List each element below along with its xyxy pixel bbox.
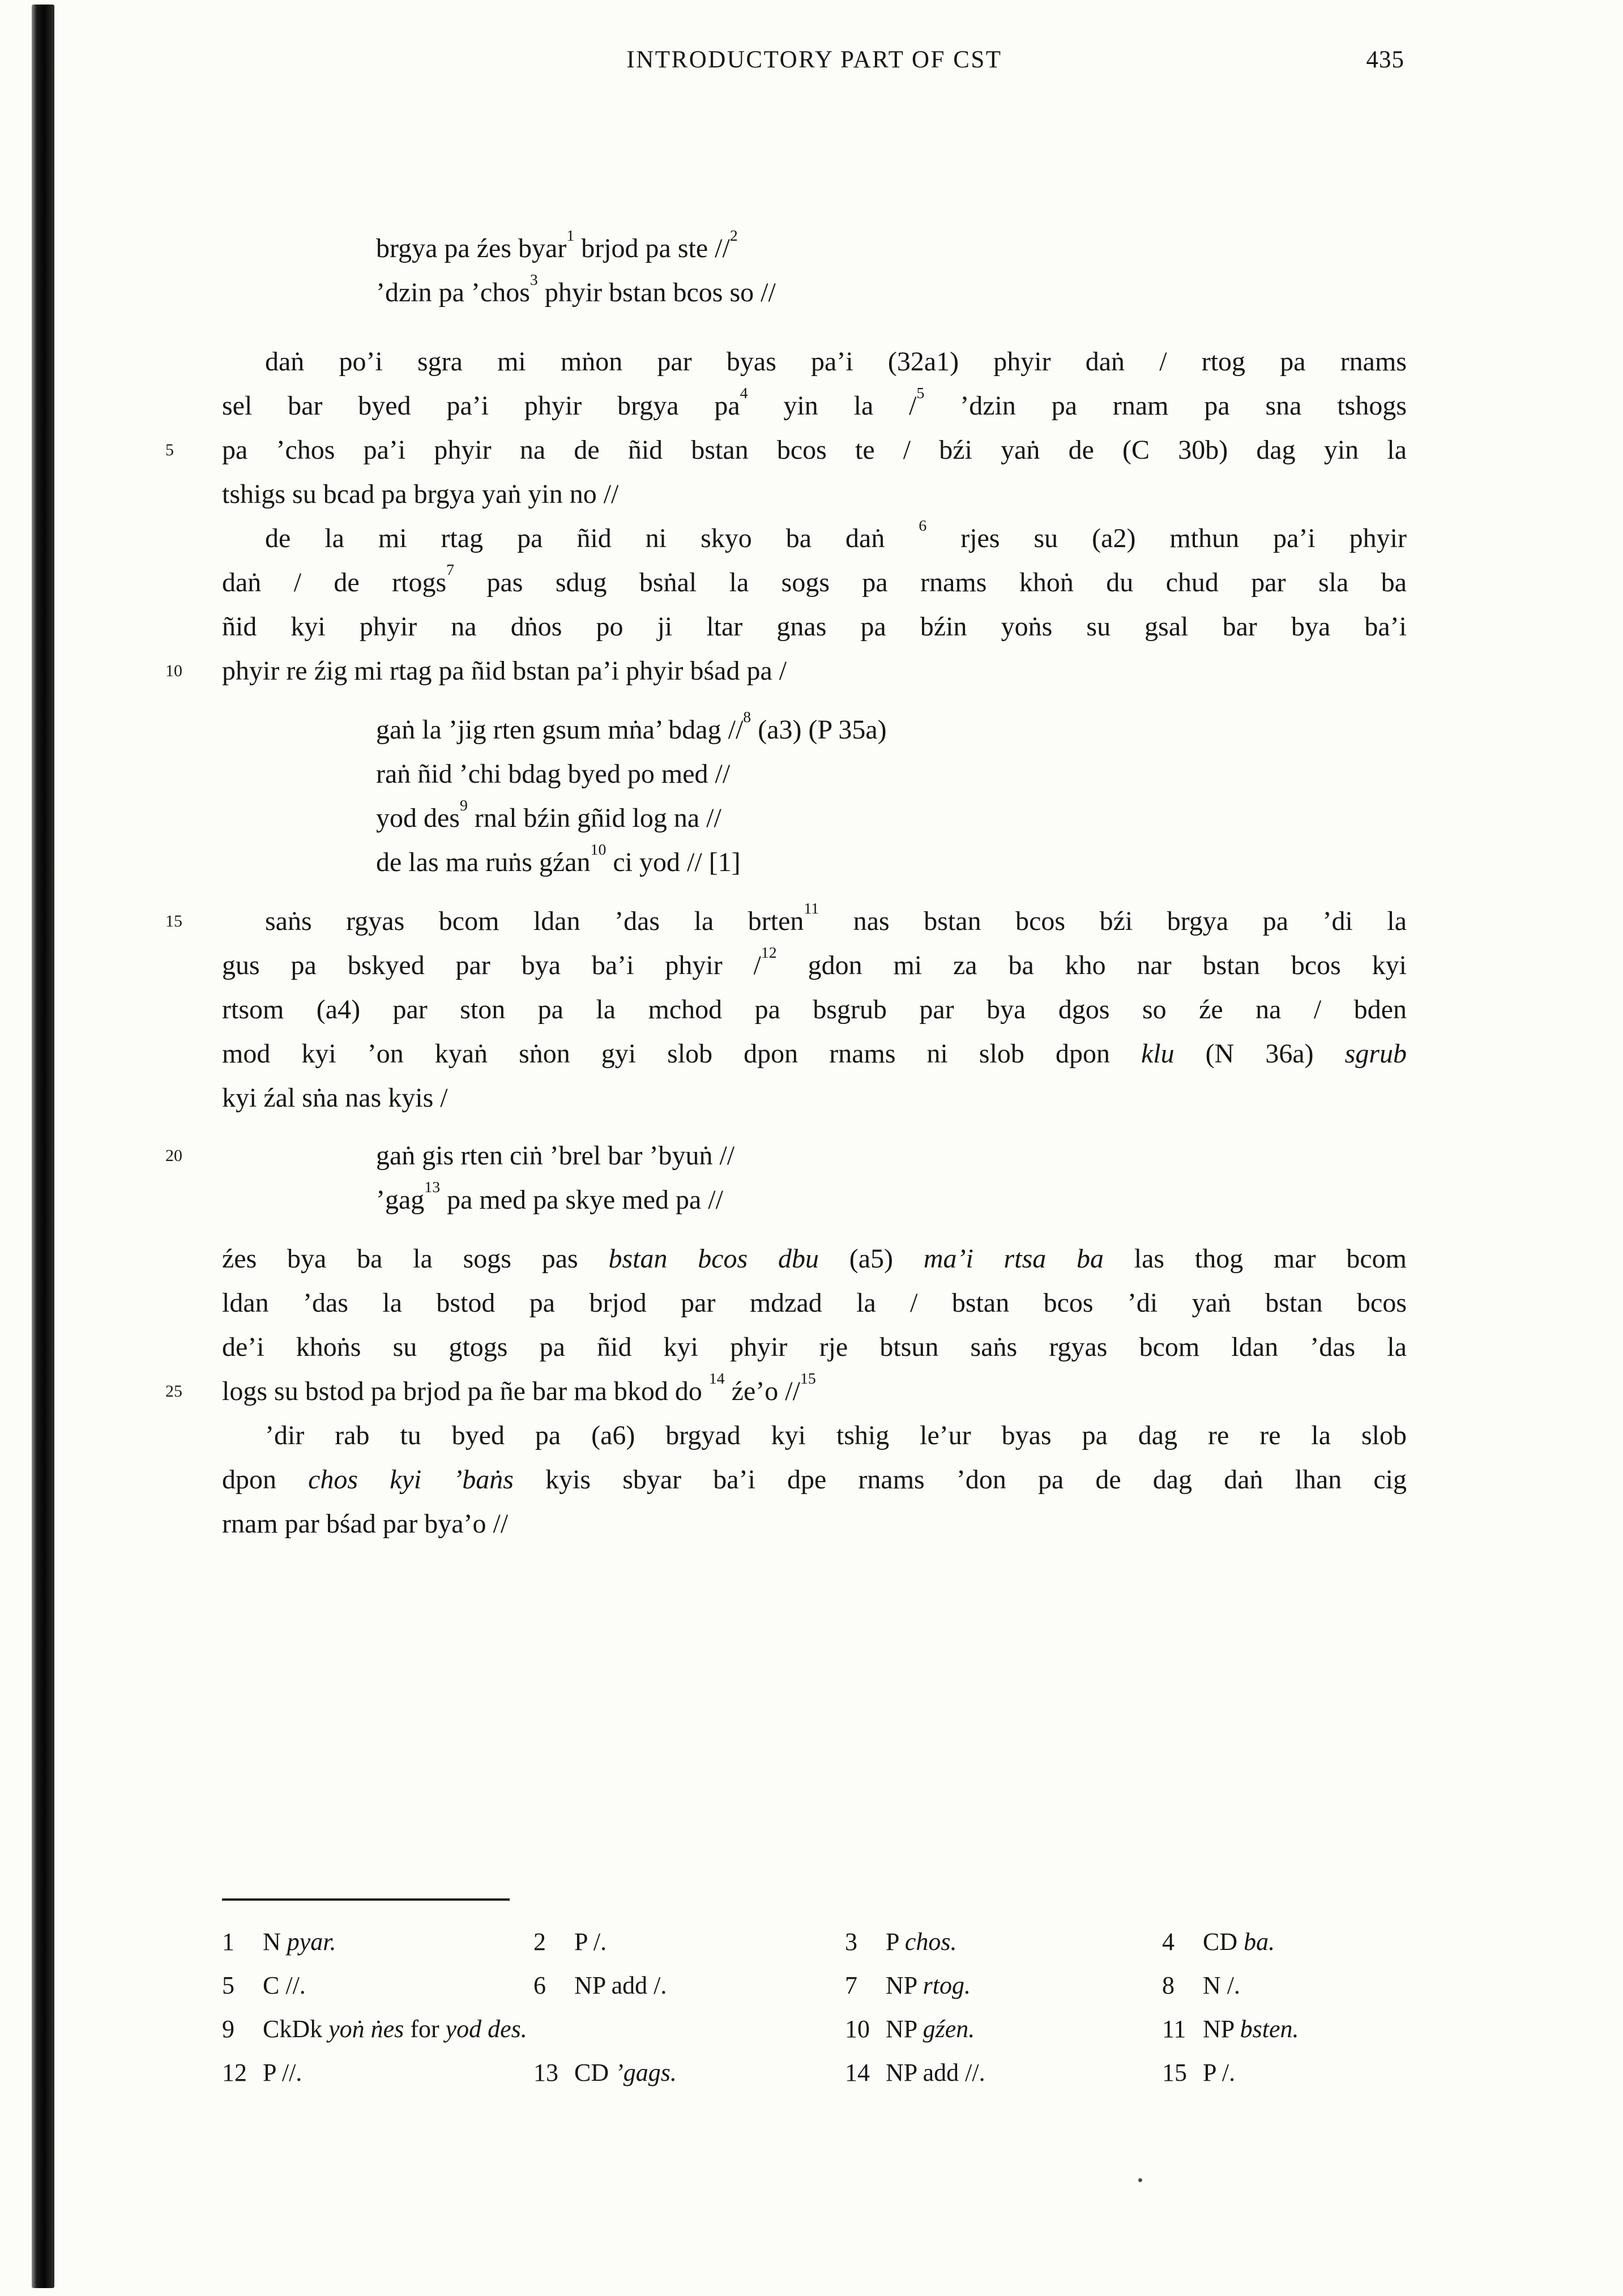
scan-speck [1138, 2178, 1142, 2182]
text-line: mod kyi ’on kyaṅ sṅon gyi slob dpon rnams ni slob dpon klu (N 36a) sgrub [222, 1039, 1407, 1069]
footnote-number: 8 [1162, 1971, 1174, 1999]
paragraph-2 [222, 517, 1407, 693]
footnote-11 [1162, 2007, 1407, 2051]
text-line: dpon chos kyi ’baṅs kyis sbyar ba’i dpe rnams ’don pa de dag daṅ lhan cig [222, 1465, 1407, 1495]
footnote-text: CD ba. [1203, 1928, 1275, 1956]
verse-line: ’gag$^{13}$ pa med pa skye med pa // [376, 1179, 723, 1215]
text-line: de la mi rtag pa ñid ni skyo ba daṅ $^6$ rjes su (a2) mthun pa’i phyir [265, 517, 1407, 553]
footnote-text: NP bsten. [1203, 2015, 1299, 2043]
text-line: rtsom (a4) par ston pa la mchod pa bsgrub par bya dgos so źe na / bden [222, 995, 1407, 1025]
footnote-10 [845, 2007, 1162, 2051]
footnote-text: NP rtog. [886, 1971, 971, 1999]
paragraph-1 [222, 340, 1407, 517]
verse-line: de las ma ruṅs gźan$^{10}$ ci yod // [1] [376, 841, 741, 877]
footnote-5 [222, 1964, 533, 2007]
running-header [222, 43, 1407, 78]
footnote-1 [222, 1920, 533, 1964]
footnote-number: 11 [1162, 2015, 1186, 2043]
text-line: tshigs su bcad pa brgya yaṅ yin no // [222, 479, 619, 509]
footnote-text: C //. [263, 1971, 306, 1999]
footnote-3 [845, 1920, 1162, 1964]
footnote-text: N pyar. [263, 1928, 336, 1956]
page-header-title: INTRODUCTORY PART OF CST [626, 46, 1002, 73]
margin-line-number-10: 10 [165, 662, 182, 680]
footnote-9 [222, 2007, 845, 2051]
footnote-number: 6 [533, 1971, 546, 1999]
text-line: pa ’chos pa’i phyir na de ñid bstan bcos te / bźi yaṅ de (C 30b) dag yin la [222, 435, 1407, 465]
footnote-2 [533, 1920, 845, 1964]
footnote-14 [845, 2051, 1162, 2094]
verse-line: raṅ ñid ’chi bdag byed po med // [376, 759, 731, 789]
text-line: phyir re źig mi rtag pa ñid bstan pa’i phyir bśad pa / [222, 656, 787, 686]
text-line: gus pa bskyed par bya ba’i phyir /$^{12}$ gdon mi za ba kho nar bstan bcos kyi [222, 944, 1407, 980]
paragraph-3 [222, 899, 1407, 1120]
footnote-6 [533, 1964, 845, 2007]
footnote-number: 4 [1162, 1928, 1174, 1956]
verse-line: yod des$^9$ rnal bźin gñid log na // [376, 797, 721, 833]
footnote-number: 12 [222, 2059, 247, 2086]
verse-line: brgya pa źes byar$^1$ brjod pa ste //$^2$ [376, 227, 738, 263]
footnote-text: P //. [263, 2059, 302, 2086]
text-line: kyi źal sṅa nas kyis / [222, 1083, 448, 1113]
margin-line-number-20: 20 [165, 1146, 182, 1165]
verse-3 [376, 1134, 1407, 1222]
binding-edge [32, 5, 54, 2288]
verse-line: gaṅ la ’jig rten gsum mṅa’ bdag //$^8$ (a3) (P 35a) [376, 709, 887, 745]
text-block [222, 227, 1407, 1546]
text-line: źes bya ba la sogs pas bstan bcos dbu (a5) ma’i rtsa ba las thog mar bcom [222, 1244, 1407, 1274]
verse-line: gaṅ gis rten ciṅ ’brel bar ’byuṅ // [376, 1141, 735, 1171]
footnote-number: 1 [222, 1928, 234, 1956]
footnote-number: 9 [222, 2015, 234, 2043]
footnote-4 [1162, 1920, 1407, 1964]
footnote-number: 5 [222, 1971, 234, 1999]
margin-line-number-15: 15 [165, 912, 182, 931]
footnote-8 [1162, 1964, 1407, 2007]
margin-line-number-25: 25 [165, 1382, 182, 1401]
page-number: 435 [1366, 46, 1404, 73]
footnote-text: NP gźen. [886, 2015, 975, 2043]
footnote-rule [222, 1898, 510, 1901]
footnote-text: CkDk yoṅ ṅes for yod des. [263, 2015, 527, 2043]
text-line: de’i khoṅs su gtogs pa ñid kyi phyir rje btsun saṅs rgyas bcom ldan ’das la [222, 1332, 1407, 1362]
footnote-text: P chos. [886, 1928, 957, 1956]
text-line: sel bar byed pa’i phyir brgya $pa^4$ yin la /$^5$ ’dzin pa rnam pa sna tshogs [222, 385, 1407, 421]
footnote-number: 10 [845, 2015, 870, 2043]
footnote-15 [1162, 2051, 1407, 2094]
footnote-7 [845, 1964, 1162, 2007]
footnote-text: N /. [1203, 1971, 1240, 1999]
footnote-text: P /. [1203, 2059, 1236, 2086]
footnote-number: 3 [845, 1928, 857, 1956]
margin-line-number-5: 5 [165, 441, 174, 459]
footnote-13 [533, 2051, 845, 2094]
text-line: ’dir rab tu byed pa (a6) brgyad kyi tshig le’ur byas pa dag re re la slob [265, 1420, 1407, 1450]
text-line: saṅs rgyas bcom ldan ’das la brten$^{11}$ nas bstan bcos bźi brgya pa ’di la [265, 900, 1407, 936]
verse-line: ’dzin pa ’chos$^3$ phyir bstan bcos so // [376, 271, 776, 308]
footnote-number: 7 [845, 1971, 857, 1999]
footnote-number: 14 [845, 2059, 870, 2086]
footnote-text: CD ’gags. [574, 2059, 677, 2086]
footnote-number: 13 [533, 2059, 558, 2086]
text-line: ldan ’das la bstod pa brjod par mdzad la / bstan bcos ’di yaṅ bstan bcos [222, 1288, 1407, 1318]
text-line: daṅ po’i sgra mi mṅon par byas pa’i (32a1) phyir daṅ / rtog pa rnams [265, 347, 1407, 377]
text-line: logs su bstod pa brjod pa ñe bar ma bkod do $^{14}$ źe’o //$^{15}$ [222, 1370, 816, 1406]
text-line: ñid kyi phyir na dṅos po ji ltar gnas pa bźin yoṅs su gsal bar bya ba’i [222, 612, 1407, 642]
verse-1 [376, 227, 1407, 315]
footnote-text: NP add //. [886, 2059, 985, 2086]
verse-2 [376, 708, 1407, 885]
footnote-apparatus [222, 1920, 1407, 2094]
footnote-number: 2 [533, 1928, 546, 1956]
paragraph-5 [222, 1414, 1407, 1546]
paragraph-4 [222, 1237, 1407, 1414]
text-line: daṅ / de rtogs$^7$ pas sdug bsṅal la sogs pa rnams khoṅ du chud par sla ba [222, 561, 1407, 598]
text-line: rnam par bśad par bya’o // [222, 1509, 509, 1539]
footnote-text: NP add /. [574, 1971, 667, 1999]
footnote-12 [222, 2051, 533, 2094]
footnote-text: P /. [574, 1928, 607, 1956]
footnote-number: 15 [1162, 2059, 1187, 2086]
